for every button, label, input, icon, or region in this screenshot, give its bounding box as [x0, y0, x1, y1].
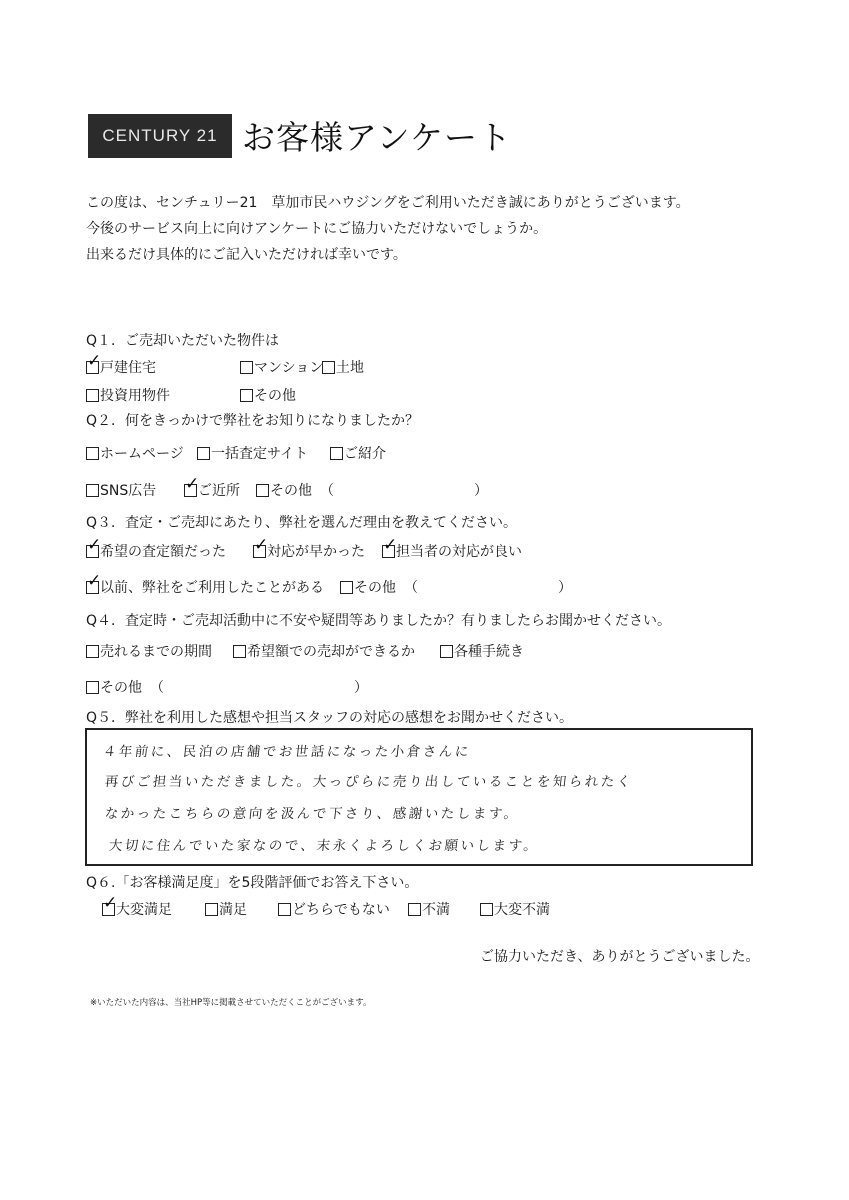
- q6-option-very-dissatisfied[interactable]: [480, 899, 550, 919]
- answer-line: 再びご担当いただきました。大っぴらに売り出していることを知られたく: [103, 774, 634, 790]
- close-paren: ）: [354, 680, 368, 696]
- checkbox-icon[interactable]: [86, 361, 99, 374]
- close-paren: ）: [474, 483, 488, 499]
- option-label: 担当者の対応が良い: [396, 544, 522, 560]
- option-label: 以前、弊社をご利用したことがある: [100, 580, 324, 596]
- q3-option-other[interactable]: [340, 577, 572, 597]
- checkbox-icon[interactable]: [102, 903, 115, 916]
- checkbox-icon[interactable]: [330, 447, 343, 460]
- answer-line: なかったこちらの意向を汲んで下さり、感謝いたします。: [103, 806, 521, 822]
- option-label: どちらでもない: [292, 902, 390, 918]
- intro-line: 今後のサービス向上に向けアンケートにご協力いただけないでしょうか。: [86, 221, 548, 237]
- checkbox-icon[interactable]: [253, 545, 266, 558]
- option-label: 一括査定サイト: [211, 446, 309, 462]
- checkbox-icon[interactable]: [382, 545, 395, 558]
- intro-text: [86, 190, 690, 268]
- intro-line: 出来るだけ具体的にご記入いただければ幸いです。: [86, 247, 407, 263]
- option-label: 満足: [219, 902, 247, 918]
- checkbox-icon[interactable]: [86, 545, 99, 558]
- q4-option-other[interactable]: [86, 677, 368, 697]
- q3-option-desired-appraisal[interactable]: [86, 541, 226, 561]
- option-label: 大変不満: [494, 902, 550, 918]
- century21-logo: CENTURY 21: [88, 114, 232, 158]
- option-label: マンション: [254, 360, 324, 376]
- q1-option-mansion[interactable]: [240, 357, 323, 377]
- option-label: 希望の査定額だった: [100, 544, 226, 560]
- q3-option-quick-response[interactable]: [253, 541, 365, 561]
- q5-answer-box[interactable]: [85, 728, 753, 866]
- checkbox-icon[interactable]: [240, 389, 253, 402]
- header: [88, 112, 512, 159]
- q2-option-bulk-appraisal[interactable]: [197, 443, 308, 463]
- option-label: その他: [100, 680, 142, 696]
- checkbox-icon[interactable]: [440, 645, 453, 658]
- option-label: 投資用物件: [100, 388, 170, 404]
- option-label: SNS広告: [100, 483, 157, 499]
- q3-option-previous-use[interactable]: [86, 577, 324, 597]
- q3-option-good-staff[interactable]: [382, 541, 522, 561]
- option-label: 売れるまでの期間: [100, 644, 212, 660]
- option-label: 不満: [422, 902, 450, 918]
- q6-option-dissatisfied[interactable]: [408, 899, 450, 919]
- option-label: 各種手続き: [454, 644, 524, 660]
- option-label: 大変満足: [116, 902, 172, 918]
- option-label: その他: [270, 483, 312, 499]
- q2-option-homepage[interactable]: [86, 443, 184, 463]
- option-label: 土地: [336, 360, 364, 376]
- q4-option-desired-price[interactable]: [233, 641, 415, 661]
- option-label: 対応が早かった: [267, 544, 365, 560]
- q1-option-other[interactable]: [240, 385, 296, 405]
- q2-option-neighborhood[interactable]: [184, 480, 240, 500]
- checkbox-icon[interactable]: [340, 581, 353, 594]
- q3-label: Q３．査定・ご売却にあたり、弊社を選んだ理由を教えてください。: [86, 515, 518, 531]
- checkbox-icon[interactable]: [86, 447, 99, 460]
- checkbox-icon[interactable]: [184, 484, 197, 497]
- option-label: その他: [254, 388, 296, 404]
- option-label: その他: [354, 580, 396, 596]
- checkbox-icon[interactable]: [480, 903, 493, 916]
- q2-option-referral[interactable]: [330, 443, 386, 463]
- q1-option-land[interactable]: [322, 357, 364, 377]
- option-label: ご紹介: [344, 446, 386, 462]
- checkbox-icon[interactable]: [322, 361, 335, 374]
- checkbox-icon[interactable]: [256, 484, 269, 497]
- intro-line: この度は、センチュリー21 草加市民ハウジングをご利用いただき誠にありがとうございます。: [86, 195, 690, 211]
- q5-label: Q５．弊社を利用した感想や担当スタッフの対応の感想をお聞かせください。: [86, 710, 574, 726]
- closing-text: ご協力いただき、ありがとうございました。: [480, 949, 760, 965]
- checkbox-icon[interactable]: [197, 447, 210, 460]
- option-label: 戸建住宅: [100, 360, 156, 376]
- answer-line: 大切に住んでいた家なので、末永くよろしくお願いします。: [107, 838, 541, 854]
- q2-label: Q２．何をきっかけで弊社をお知りになりましたか？: [86, 413, 420, 429]
- checkbox-icon[interactable]: [86, 681, 99, 694]
- q1-label: Q１．ご売却いただいた物件は: [86, 333, 280, 349]
- page-title: お客様アンケート: [242, 118, 513, 157]
- q1-option-investment[interactable]: [86, 385, 170, 405]
- q6-option-satisfied[interactable]: [205, 899, 247, 919]
- q4-option-procedures[interactable]: [440, 641, 524, 661]
- q2-option-other[interactable]: [256, 480, 488, 500]
- close-paren: ）: [558, 580, 572, 596]
- option-label: ご近所: [198, 483, 240, 499]
- q4-label: Q４．査定時・ご売却活動中に不安や疑問等ありましたか？有りましたらお聞かせください。: [86, 613, 672, 629]
- checkbox-icon[interactable]: [205, 903, 218, 916]
- option-label: ホームページ: [100, 446, 184, 462]
- checkbox-icon[interactable]: [86, 645, 99, 658]
- checkbox-icon[interactable]: [240, 361, 253, 374]
- option-label: 希望額での売却ができるか: [247, 644, 415, 660]
- q6-option-neutral[interactable]: [278, 899, 390, 919]
- q6-label: Q６.「お客様満足度」を5段階評価でお答え下さい。: [86, 875, 419, 891]
- checkbox-icon[interactable]: [86, 484, 99, 497]
- checkbox-icon[interactable]: [86, 581, 99, 594]
- q6-option-very-satisfied[interactable]: [102, 899, 172, 919]
- checkbox-icon[interactable]: [278, 903, 291, 916]
- checkbox-icon[interactable]: [408, 903, 421, 916]
- open-paren: （: [320, 483, 334, 499]
- q4-option-time-to-sell[interactable]: [86, 641, 212, 661]
- footnote: ※いただいた内容は、当社HP等に掲載させていただくことがございます。: [90, 998, 372, 1008]
- q1-option-detached-house[interactable]: [86, 357, 156, 377]
- answer-line: ４年前に、民泊の店舗でお世話になった小倉さんに: [101, 744, 472, 760]
- q2-option-sns-ad[interactable]: [86, 480, 156, 500]
- checkbox-icon[interactable]: [86, 389, 99, 402]
- checkbox-icon[interactable]: [233, 645, 246, 658]
- open-paren: （: [404, 580, 418, 596]
- open-paren: （: [150, 680, 164, 696]
